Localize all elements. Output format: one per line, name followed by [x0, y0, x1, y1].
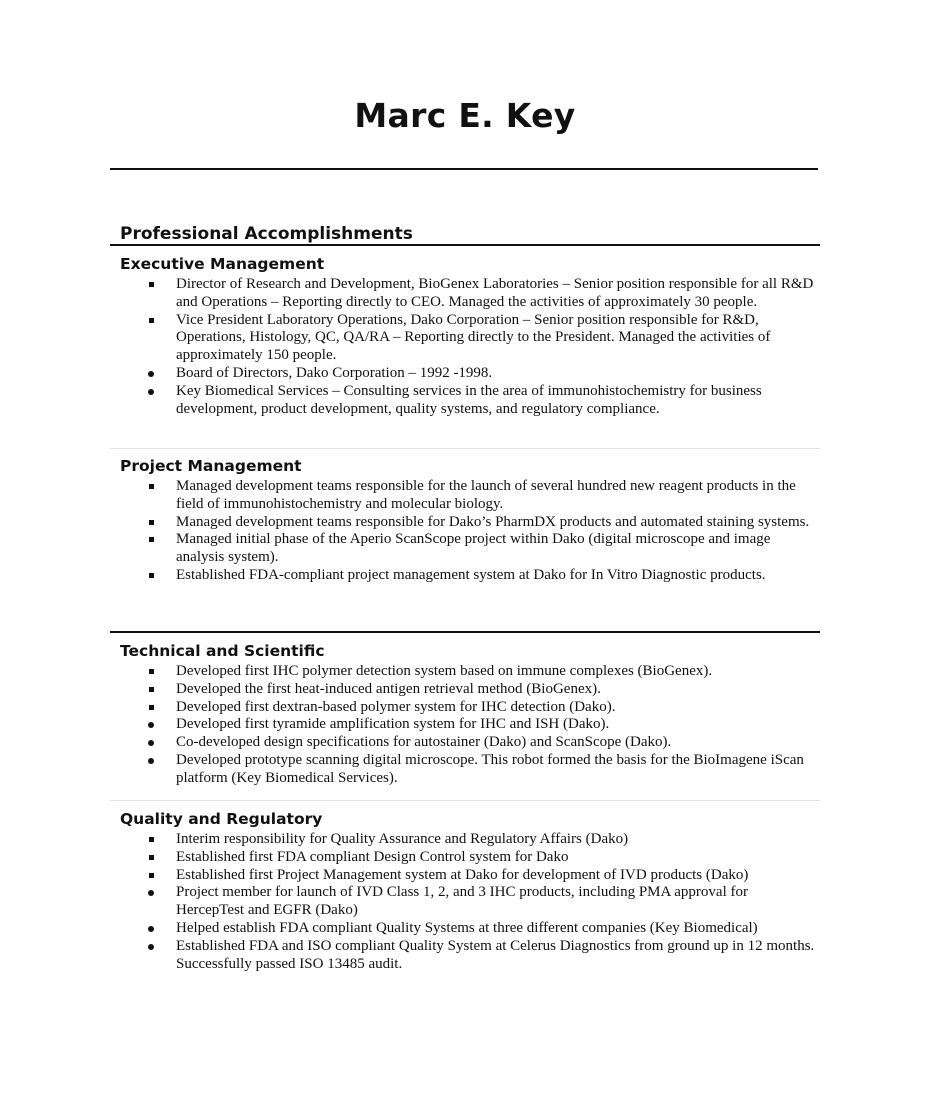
bullet-icon: [148, 276, 158, 294]
item-text: Interim responsibility for Quality Assurance and Regulatory Affairs (Dako): [176, 831, 629, 847]
item-text: Key Biomedical Services – Consulting services in the area of immunohistochemistry for business development, product development, quality systems, and regulatory compliance.: [176, 382, 762, 417]
list-item: [0, 849, 950, 867]
bullet-icon: [148, 884, 158, 902]
bullet-icon: [148, 734, 158, 752]
list-item: [0, 567, 950, 585]
bullet-icon: [148, 514, 158, 532]
item-text: Director of Research and Development, BioGenex Laboratories – Senior position responsible for all R&D and Operations – Reporting directly to CEO. Managed the activities of approximately 30 people.: [176, 276, 814, 310]
item-list: [0, 831, 950, 973]
bullet-icon: [148, 681, 158, 699]
bullet-icon: [148, 478, 158, 496]
bullet-icon: [148, 752, 158, 770]
list-item: [0, 365, 950, 383]
list-item: [0, 716, 950, 734]
list-item: [0, 920, 950, 938]
list-item: [0, 478, 950, 514]
resume-name: Marc E. Key: [354, 96, 576, 135]
list-item: [0, 831, 950, 849]
list-item: [0, 514, 950, 532]
bullet-icon: [148, 531, 158, 549]
item-text: Vice President Laboratory Operations, Dako Corporation – Senior position responsible for R&D, Operations, Histology, QC, QA/RA – Reporting directly to the President. Managed the activities of approximately 150 people.: [176, 311, 771, 364]
list-item: [0, 752, 950, 788]
bullet-icon: [148, 383, 158, 401]
item-text: Established first FDA compliant Design Control system for Dako: [176, 848, 569, 865]
item-text: Board of Directors, Dako Corporation – 1992 -1998.: [176, 364, 493, 381]
item-list: [0, 478, 950, 585]
section-heading: Professional Accomplishments: [120, 224, 413, 244]
bullet-icon: [148, 663, 158, 681]
list-item: [0, 531, 950, 567]
bullet-icon: [148, 312, 158, 330]
list-item: [0, 867, 950, 885]
list-item: [0, 383, 950, 419]
item-text: Established FDA-compliant project management system at Dako for In Vitro Diagnostic products.: [176, 566, 766, 583]
item-text: Developed first dextran-based polymer system for IHC detection (Dako).: [176, 698, 616, 715]
list-item: [0, 681, 950, 699]
list-item: [0, 884, 950, 920]
item-text: Managed development teams responsible for Dako’s PharmDX products and automated staining systems.: [176, 513, 810, 530]
section-title: Technical and Scientific: [120, 642, 325, 660]
item-list: [0, 663, 950, 788]
section-title: Project Management: [120, 457, 302, 475]
item-text: Developed first IHC polymer detection system based on immune complexes (BioGenex).: [176, 663, 713, 679]
item-text: Developed first tyramide amplification system for IHC and ISH (Dako).: [176, 716, 610, 733]
bullet-icon: [148, 849, 158, 867]
name-divider: [110, 168, 818, 170]
list-item: [0, 938, 950, 974]
list-item: [0, 312, 950, 365]
list-item: [0, 734, 950, 752]
bullet-icon: [148, 831, 158, 849]
item-text: Established first Project Management system at Dako for development of IVD products (Dako): [176, 866, 749, 883]
section-divider: [110, 631, 820, 633]
section-title: Quality and Regulatory: [120, 810, 323, 828]
item-text: Helped establish FDA compliant Quality Systems at three different companies (Key Biomedical): [176, 919, 758, 936]
bullet-icon: [148, 699, 158, 717]
list-item: [0, 276, 950, 312]
section-divider: [110, 448, 820, 449]
item-text: Co-developed design specifications for autostainer (Dako) and ScanScope (Dako).: [176, 734, 672, 751]
bullet-icon: [148, 867, 158, 885]
item-text: Developed prototype scanning digital microscope. This robot formed the basis for the BioImagene iScan platform (Key Biomedical Services).: [176, 751, 804, 786]
bullet-icon: [148, 938, 158, 956]
item-text: Managed development teams responsible for the launch of several hundred new reagent products in the field of immunohistochemistry and molecular biology.: [176, 478, 796, 512]
bullet-icon: [148, 567, 158, 585]
bullet-icon: [148, 920, 158, 938]
item-list: [0, 276, 950, 418]
bullet-icon: [148, 365, 158, 383]
bullet-icon: [148, 716, 158, 734]
section-heading-underline: [110, 244, 820, 246]
item-text: Managed initial phase of the Aperio ScanScope project within Dako (digital microscope and image analysis system).: [176, 531, 771, 566]
section-title: Executive Management: [120, 255, 325, 273]
item-text: Developed the first heat-induced antigen retrieval method (BioGenex).: [176, 680, 601, 697]
item-text: Project member for launch of IVD Class 1, 2, and 3 IHC products, including PMA approval for HercepTest and EGFR (Dako): [176, 884, 748, 919]
section-divider: [110, 800, 820, 801]
item-text: Established FDA and ISO compliant Quality System at Celerus Diagnostics from ground up in 12 months. Successfully passed ISO 13485 audit.: [176, 937, 815, 972]
list-item: [0, 699, 950, 717]
list-item: [0, 663, 950, 681]
